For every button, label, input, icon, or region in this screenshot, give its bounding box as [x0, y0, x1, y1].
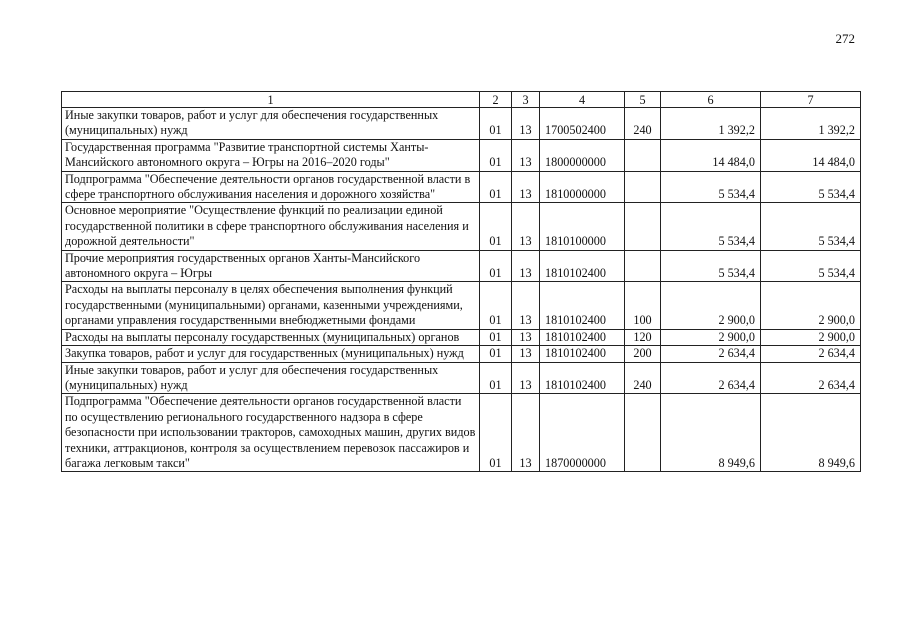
item-name-cell: Закупка товаров, работ и услуг для государственных (муниципальных) нужд — [62, 346, 480, 362]
target-item-cell: 1800000000 — [540, 139, 625, 171]
sum-cell: 5 534,4 — [661, 250, 761, 282]
header-cell: 6 — [661, 92, 761, 108]
header-cell: 5 — [625, 92, 661, 108]
sum-cell: 8 949,6 — [761, 394, 861, 472]
section-cell: 01 — [480, 171, 512, 203]
section-cell: 01 — [480, 394, 512, 472]
subsection-cell: 13 — [512, 108, 540, 140]
section-cell: 01 — [480, 346, 512, 362]
table-row — [62, 171, 861, 203]
item-name-cell: Подпрограмма "Обеспечение деятельности органов государственной власти по осуществлению регионального государственного надзора в сфере безопасности при использовании тракторов, самоходных машин, других видов техники, аттракционов, контроля за осуществлением перевозок пассажиров и багажа легковым такси" — [62, 394, 480, 472]
sum-cell: 1 392,2 — [761, 108, 861, 140]
table-row — [62, 394, 861, 472]
sum-cell: 2 900,0 — [661, 282, 761, 329]
item-name-cell: Иные закупки товаров, работ и услуг для обеспечения государственных (муниципальных) нужд — [62, 362, 480, 394]
sum-cell: 5 534,4 — [661, 203, 761, 250]
table-row — [62, 203, 861, 250]
subsection-cell: 13 — [512, 346, 540, 362]
table-row — [62, 139, 861, 171]
header-cell: 1 — [62, 92, 480, 108]
section-cell: 01 — [480, 250, 512, 282]
item-name-cell: Государственная программа "Развитие транспортной системы Ханты-Мансийского автономного округа – Югры на 2016–2020 годы" — [62, 139, 480, 171]
header-cell: 4 — [540, 92, 625, 108]
subsection-cell: 13 — [512, 203, 540, 250]
expense-type-cell — [625, 139, 661, 171]
expense-type-cell — [625, 250, 661, 282]
sum-cell: 2 900,0 — [761, 282, 861, 329]
expense-type-cell — [625, 171, 661, 203]
table-row — [62, 108, 861, 140]
expense-type-cell: 240 — [625, 108, 661, 140]
item-name-cell: Расходы на выплаты персоналу государственных (муниципальных) органов — [62, 329, 480, 345]
sum-cell: 14 484,0 — [661, 139, 761, 171]
sum-cell: 2 900,0 — [761, 329, 861, 345]
subsection-cell: 13 — [512, 282, 540, 329]
subsection-cell: 13 — [512, 171, 540, 203]
table-row — [62, 329, 861, 345]
section-cell: 01 — [480, 139, 512, 171]
sum-cell: 14 484,0 — [761, 139, 861, 171]
expense-type-cell: 120 — [625, 329, 661, 345]
header-cell: 3 — [512, 92, 540, 108]
subsection-cell: 13 — [512, 362, 540, 394]
header-cell: 7 — [761, 92, 861, 108]
expense-type-cell: 200 — [625, 346, 661, 362]
section-cell: 01 — [480, 108, 512, 140]
target-item-cell: 1700502400 — [540, 108, 625, 140]
item-name-cell: Подпрограмма "Обеспечение деятельности органов государственной власти в сфере транспортного обслуживания населения и дорожного хозяйства" — [62, 171, 480, 203]
sum-cell: 2 634,4 — [761, 346, 861, 362]
expense-type-cell: 100 — [625, 282, 661, 329]
target-item-cell: 1810102400 — [540, 346, 625, 362]
sum-cell: 2 900,0 — [661, 329, 761, 345]
subsection-cell: 13 — [512, 394, 540, 472]
section-cell: 01 — [480, 362, 512, 394]
sum-cell: 2 634,4 — [661, 362, 761, 394]
header-row — [62, 92, 861, 108]
table-row — [62, 346, 861, 362]
target-item-cell: 1810102400 — [540, 250, 625, 282]
sum-cell: 5 534,4 — [761, 171, 861, 203]
table-row — [62, 282, 861, 329]
target-item-cell: 1810102400 — [540, 329, 625, 345]
section-cell: 01 — [480, 329, 512, 345]
sum-cell: 5 534,4 — [661, 171, 761, 203]
item-name-cell: Прочие мероприятия государственных органов Ханты-Мансийского автономного округа – Югры — [62, 250, 480, 282]
sum-cell: 5 534,4 — [761, 203, 861, 250]
section-cell: 01 — [480, 203, 512, 250]
sum-cell: 8 949,6 — [661, 394, 761, 472]
section-cell: 01 — [480, 282, 512, 329]
header-cell: 2 — [480, 92, 512, 108]
budget-table — [61, 91, 861, 472]
target-item-cell: 1810100000 — [540, 203, 625, 250]
sum-cell: 2 634,4 — [661, 346, 761, 362]
sum-cell: 2 634,4 — [761, 362, 861, 394]
subsection-cell: 13 — [512, 329, 540, 345]
item-name-cell: Основное мероприятие "Осуществление функций по реализации единой государственной политики в сфере транспортного обслуживания населения и дорожной деятельности" — [62, 203, 480, 250]
expense-type-cell — [625, 203, 661, 250]
target-item-cell: 1870000000 — [540, 394, 625, 472]
sum-cell: 1 392,2 — [661, 108, 761, 140]
page-number: 272 — [835, 31, 855, 46]
expense-type-cell — [625, 394, 661, 472]
target-item-cell: 1810000000 — [540, 171, 625, 203]
sum-cell: 5 534,4 — [761, 250, 861, 282]
subsection-cell: 13 — [512, 250, 540, 282]
item-name-cell: Расходы на выплаты персоналу в целях обеспечения выполнения функций государственными (муниципальными) органами, казенными учреждениями, органами управления государственными внебюджетными фондами — [62, 282, 480, 329]
table-row — [62, 250, 861, 282]
target-item-cell: 1810102400 — [540, 362, 625, 394]
item-name-cell: Иные закупки товаров, работ и услуг для обеспечения государственных (муниципальных) нужд — [62, 108, 480, 140]
subsection-cell: 13 — [512, 139, 540, 171]
expense-type-cell: 240 — [625, 362, 661, 394]
table-row — [62, 362, 861, 394]
target-item-cell: 1810102400 — [540, 282, 625, 329]
